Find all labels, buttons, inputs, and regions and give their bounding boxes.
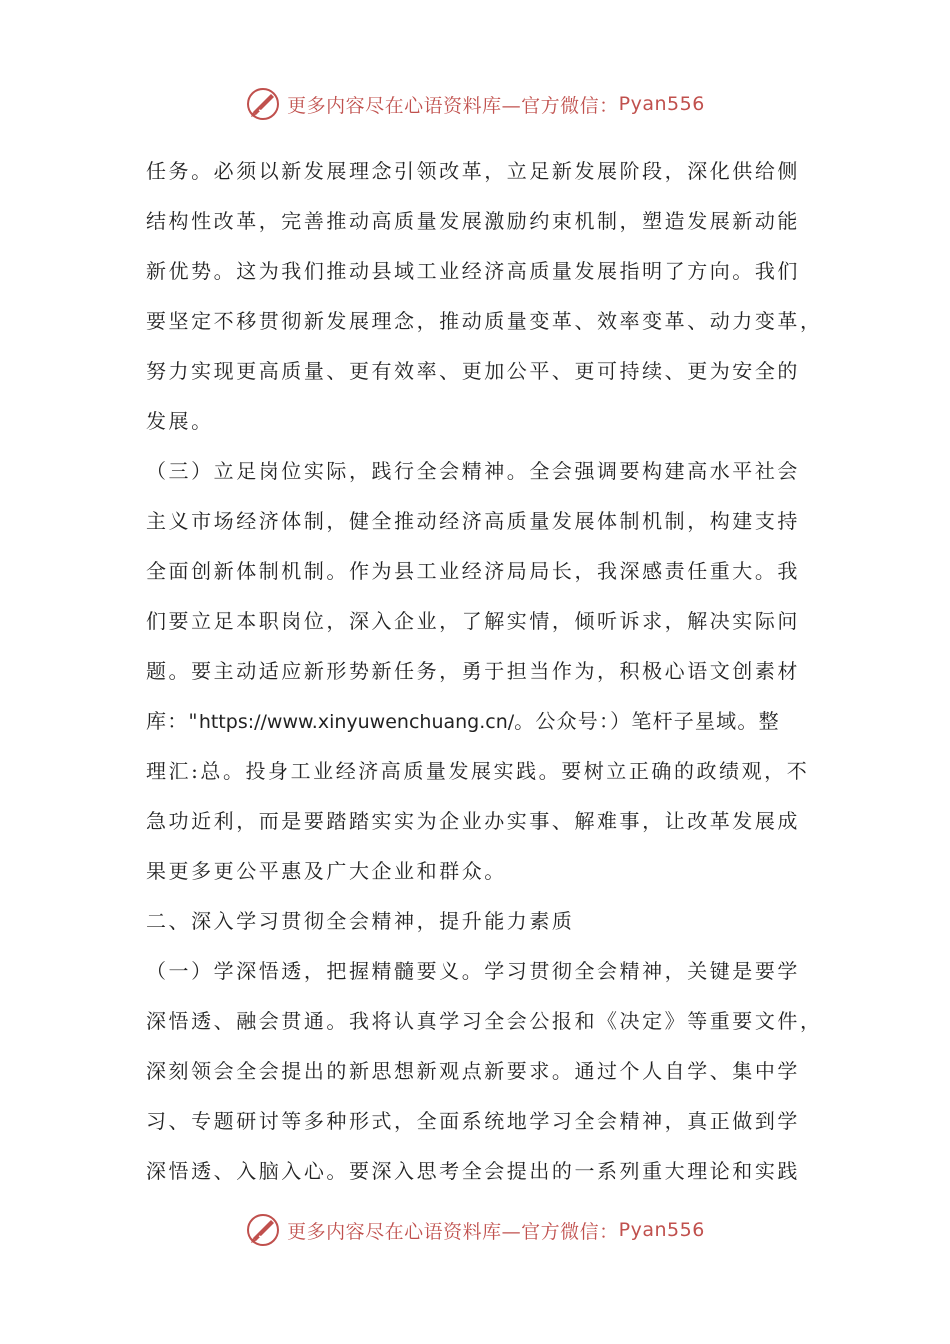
text-line: 新优势。这为我们推动县域工业经济高质量发展指明了方向。我们	[146, 259, 800, 283]
watermark-footer	[0, 1210, 950, 1250]
document-body	[146, 146, 823, 1196]
text-line: 果更多更公平惠及广大企业和群众。	[146, 859, 507, 883]
text-line: 全面创新体制机制。作为县工业经济局局长，我深感责任重大。我	[146, 559, 800, 583]
text-line: 题。要主动适应新形势新任务，勇于担当作为，积极心语文创素材	[146, 659, 800, 683]
text-line: 们要立足本职岗位，深入企业，了解实情，倾听诉求，解决实际问	[146, 609, 800, 633]
text-line: （一）学深悟透，把握精髓要义。学习贯彻全会精神，关键是要学	[146, 959, 800, 983]
pen-logo-icon	[245, 1212, 281, 1248]
watermark-header	[0, 84, 950, 124]
section-heading: 二、深入学习贯彻全会精神，提升能力素质	[146, 909, 575, 933]
watermark-text: 更多内容尽在心语资料库—官方微信：	[287, 1220, 619, 1243]
url-prefix: 库："	[146, 709, 199, 733]
text-line: 发展。	[146, 409, 214, 433]
text-line: 深刻领会全会提出的新思想新观点新要求。通过个人自学、集中学	[146, 1059, 800, 1083]
pen-logo-icon	[245, 86, 281, 122]
url-text-line	[146, 696, 816, 746]
text-line: 深悟透、融会贯通。我将认真学习全会公报和《决定》等重要文件，	[146, 1009, 823, 1033]
watermark-text: 更多内容尽在心语资料库—官方微信：	[287, 94, 619, 117]
text-line: 理汇:总。投身工业经济高质量发展实践。要树立正确的政绩观，不	[146, 759, 810, 783]
text-line: 结构性改革，完善推动高质量发展激励约束机制，塑造发展新动能	[146, 209, 800, 233]
text-line: 要坚定不移贯彻新发展理念，推动质量变革、效率变革、动力变革，	[146, 309, 823, 333]
text-line: 习、专题研讨等多种形式，全面系统地学习全会精神，真正做到学	[146, 1109, 800, 1133]
watermark-id: Pyan556	[618, 1219, 705, 1241]
text-line: 急功近利，而是要踏踏实实为企业办实事、解难事，让改革发展成	[146, 809, 800, 833]
url-suffix: 。公众号：）笔杆子星域。整	[514, 709, 780, 733]
text-line: 努力实现更高质量、更有效率、更加公平、更可持续、更为安全的	[146, 359, 800, 383]
text-line: 主义市场经济体制，健全推动经济高质量发展体制机制，构建支持	[146, 509, 800, 533]
text-line: （三）立足岗位实际，践行全会精神。全会强调要构建高水平社会	[146, 459, 800, 483]
website-url: https://www.xinyuwenchuang.cn/	[198, 711, 515, 733]
watermark-id: Pyan556	[618, 93, 705, 115]
text-line: 深悟透、入脑入心。要深入思考全会提出的一系列重大理论和实践	[146, 1159, 800, 1183]
text-line: 任务。必须以新发展理念引领改革，立足新发展阶段，深化供给侧	[146, 159, 800, 183]
